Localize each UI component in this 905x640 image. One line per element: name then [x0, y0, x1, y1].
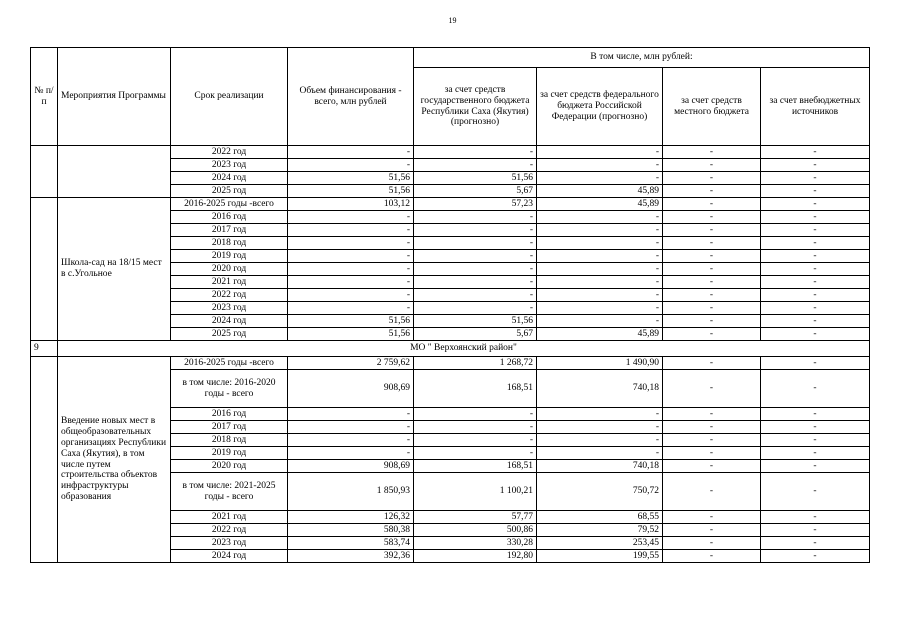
block-a — [31, 146, 870, 198]
state-cell: 168,51 — [414, 460, 537, 473]
local-cell: - — [663, 159, 761, 172]
total-cell: 51,56 — [288, 172, 414, 185]
total-cell: - — [288, 434, 414, 447]
state-cell: 330,28 — [414, 537, 537, 550]
period-cell: 2021 год — [171, 511, 288, 524]
period-cell: в том числе: 2016-2020 годы - всего — [171, 370, 288, 408]
state-cell: - — [414, 250, 537, 263]
extra-cell: - — [761, 250, 870, 263]
total-cell: - — [288, 302, 414, 315]
header-local-budget: за счет средств местного бюджета — [663, 68, 761, 146]
period-cell: 2024 год — [171, 550, 288, 563]
state-cell: - — [414, 408, 537, 421]
federal-cell: 45,89 — [537, 198, 663, 211]
state-cell: 1 268,72 — [414, 357, 537, 370]
period-cell: 2016 год — [171, 408, 288, 421]
federal-cell: - — [537, 237, 663, 250]
period-cell: 2020 год — [171, 263, 288, 276]
total-cell: - — [288, 276, 414, 289]
extra-cell: - — [761, 237, 870, 250]
federal-cell: 45,89 — [537, 328, 663, 341]
header-group: В том числе, млн рублей: — [414, 48, 870, 68]
extra-cell: - — [761, 473, 870, 511]
total-cell: - — [288, 237, 414, 250]
extra-cell: - — [761, 524, 870, 537]
local-cell: - — [663, 146, 761, 159]
extra-cell: - — [761, 434, 870, 447]
federal-cell: 45,89 — [537, 185, 663, 198]
federal-cell: - — [537, 408, 663, 421]
period-cell: в том числе: 2021-2025 годы - всего — [171, 473, 288, 511]
header-period: Срок реализации — [171, 48, 288, 146]
total-cell: 51,56 — [288, 315, 414, 328]
extra-cell: - — [761, 370, 870, 408]
federal-cell: - — [537, 224, 663, 237]
section-header — [31, 341, 870, 357]
state-cell: 192,80 — [414, 550, 537, 563]
federal-cell: - — [537, 315, 663, 328]
total-cell: - — [288, 159, 414, 172]
local-cell: - — [663, 250, 761, 263]
federal-cell: - — [537, 289, 663, 302]
local-cell: - — [663, 357, 761, 370]
total-cell: 51,56 — [288, 328, 414, 341]
extra-cell: - — [761, 357, 870, 370]
state-cell: - — [414, 263, 537, 276]
state-cell: 5,67 — [414, 328, 537, 341]
header-extra-budget: за счет внебюджетных источников — [761, 68, 870, 146]
state-cell: 168,51 — [414, 370, 537, 408]
header-state-budget: за счет средств государственного бюджета Республики Саха (Якутия) (прогнозно) — [414, 68, 537, 146]
row-number — [31, 198, 58, 341]
local-cell: - — [663, 263, 761, 276]
local-cell: - — [663, 473, 761, 511]
total-cell: 908,69 — [288, 370, 414, 408]
period-cell: 2017 год — [171, 421, 288, 434]
local-cell: - — [663, 328, 761, 341]
financing-table — [30, 47, 870, 563]
local-cell: - — [663, 315, 761, 328]
federal-cell: 740,18 — [537, 460, 663, 473]
federal-cell: 199,55 — [537, 550, 663, 563]
federal-cell: - — [537, 146, 663, 159]
federal-cell: - — [537, 159, 663, 172]
state-cell: 51,56 — [414, 172, 537, 185]
extra-cell: - — [761, 537, 870, 550]
local-cell: - — [663, 302, 761, 315]
row-number — [31, 357, 58, 563]
extra-cell: - — [761, 211, 870, 224]
total-cell: 908,69 — [288, 460, 414, 473]
period-cell: 2016-2025 годы -всего — [171, 198, 288, 211]
period-cell: 2022 год — [171, 146, 288, 159]
state-cell: 57,23 — [414, 198, 537, 211]
federal-cell: 1 490,90 — [537, 357, 663, 370]
state-cell: 500,86 — [414, 524, 537, 537]
period-cell: 2025 год — [171, 328, 288, 341]
federal-cell: - — [537, 172, 663, 185]
extra-cell: - — [761, 421, 870, 434]
period-cell: 2016 год — [171, 211, 288, 224]
local-cell: - — [663, 276, 761, 289]
local-cell: - — [663, 198, 761, 211]
table-row — [31, 146, 870, 159]
period-cell: 2023 год — [171, 537, 288, 550]
extra-cell: - — [761, 550, 870, 563]
local-cell: - — [663, 172, 761, 185]
period-cell: 2024 год — [171, 172, 288, 185]
table-row — [31, 198, 870, 211]
extra-cell: - — [761, 302, 870, 315]
table-row — [31, 357, 870, 370]
event-name: Введение новых мест в общеобразовательных организациях Республики Саха (Якутия), в том числе путем строительства объектов инфраструктуры образования — [58, 357, 171, 563]
state-cell: 51,56 — [414, 315, 537, 328]
federal-cell: - — [537, 421, 663, 434]
state-cell: - — [414, 289, 537, 302]
header-federal-budget: за счет средств федерального бюджета Российской Федерации (прогнозно) — [537, 68, 663, 146]
extra-cell: - — [761, 447, 870, 460]
federal-cell: - — [537, 263, 663, 276]
total-cell: - — [288, 289, 414, 302]
extra-cell: - — [761, 172, 870, 185]
total-cell: 51,56 — [288, 185, 414, 198]
federal-cell: 740,18 — [537, 370, 663, 408]
extra-cell: - — [761, 198, 870, 211]
total-cell: - — [288, 421, 414, 434]
state-cell: - — [414, 421, 537, 434]
period-cell: 2019 год — [171, 250, 288, 263]
total-cell: - — [288, 211, 414, 224]
period-cell: 2019 год — [171, 447, 288, 460]
total-cell: - — [288, 263, 414, 276]
extra-cell: - — [761, 315, 870, 328]
period-cell: 2025 год — [171, 185, 288, 198]
state-cell: - — [414, 276, 537, 289]
state-cell: - — [414, 447, 537, 460]
extra-cell: - — [761, 276, 870, 289]
state-cell: - — [414, 146, 537, 159]
period-cell: 2020 год — [171, 460, 288, 473]
period-cell: 2023 год — [171, 302, 288, 315]
section-title: МО " Верхоянский район" — [58, 341, 870, 357]
extra-cell: - — [761, 460, 870, 473]
federal-cell: 253,45 — [537, 537, 663, 550]
local-cell: - — [663, 237, 761, 250]
extra-cell: - — [761, 289, 870, 302]
state-cell: 57,77 — [414, 511, 537, 524]
federal-cell: 68,55 — [537, 511, 663, 524]
period-cell: 2018 год — [171, 237, 288, 250]
state-cell: - — [414, 211, 537, 224]
local-cell: - — [663, 421, 761, 434]
state-cell: - — [414, 302, 537, 315]
period-cell: 2018 год — [171, 434, 288, 447]
local-cell: - — [663, 524, 761, 537]
local-cell: - — [663, 550, 761, 563]
period-cell: 2016-2025 годы -всего — [171, 357, 288, 370]
total-cell: - — [288, 146, 414, 159]
extra-cell: - — [761, 328, 870, 341]
local-cell: - — [663, 460, 761, 473]
extra-cell: - — [761, 159, 870, 172]
total-cell: 1 850,93 — [288, 473, 414, 511]
period-cell: 2023 год — [171, 159, 288, 172]
state-cell: - — [414, 159, 537, 172]
federal-cell: - — [537, 211, 663, 224]
local-cell: - — [663, 224, 761, 237]
extra-cell: - — [761, 224, 870, 237]
period-cell: 2024 год — [171, 315, 288, 328]
federal-cell: - — [537, 302, 663, 315]
federal-cell: - — [537, 250, 663, 263]
federal-cell: - — [537, 434, 663, 447]
extra-cell: - — [761, 263, 870, 276]
period-cell: 2021 год — [171, 276, 288, 289]
state-cell: - — [414, 434, 537, 447]
total-cell: 580,38 — [288, 524, 414, 537]
extra-cell: - — [761, 511, 870, 524]
extra-cell: - — [761, 408, 870, 421]
extra-cell: - — [761, 146, 870, 159]
local-cell: - — [663, 370, 761, 408]
period-cell: 2022 год — [171, 524, 288, 537]
state-cell: 1 100,21 — [414, 473, 537, 511]
total-cell: 2 759,62 — [288, 357, 414, 370]
local-cell: - — [663, 211, 761, 224]
local-cell: - — [663, 185, 761, 198]
state-cell: 5,67 — [414, 185, 537, 198]
page-number: 19 — [448, 16, 457, 25]
total-cell: - — [288, 408, 414, 421]
header-number: № п/п — [31, 48, 58, 146]
header-total: Объем финансирования - всего, млн рублей — [288, 48, 414, 146]
block-new-places — [31, 357, 870, 563]
total-cell: 583,74 — [288, 537, 414, 550]
event-name: Школа-сад на 18/15 мест в с.Угольное — [58, 198, 171, 341]
event-name — [58, 146, 171, 198]
federal-cell: 79,52 — [537, 524, 663, 537]
local-cell: - — [663, 408, 761, 421]
federal-cell: - — [537, 276, 663, 289]
state-cell: - — [414, 224, 537, 237]
row-number — [31, 146, 58, 198]
federal-cell: - — [537, 447, 663, 460]
total-cell: - — [288, 250, 414, 263]
total-cell: - — [288, 224, 414, 237]
period-cell: 2022 год — [171, 289, 288, 302]
block-school-garden — [31, 198, 870, 341]
header-event: Мероприятия Программы — [58, 48, 171, 146]
state-cell: - — [414, 237, 537, 250]
local-cell: - — [663, 447, 761, 460]
local-cell: - — [663, 434, 761, 447]
extra-cell: - — [761, 185, 870, 198]
local-cell: - — [663, 537, 761, 550]
period-cell: 2017 год — [171, 224, 288, 237]
total-cell: 392,36 — [288, 550, 414, 563]
total-cell: 103,12 — [288, 198, 414, 211]
total-cell: - — [288, 447, 414, 460]
local-cell: - — [663, 511, 761, 524]
local-cell: - — [663, 289, 761, 302]
total-cell: 126,32 — [288, 511, 414, 524]
section-number: 9 — [31, 341, 58, 357]
federal-cell: 750,72 — [537, 473, 663, 511]
